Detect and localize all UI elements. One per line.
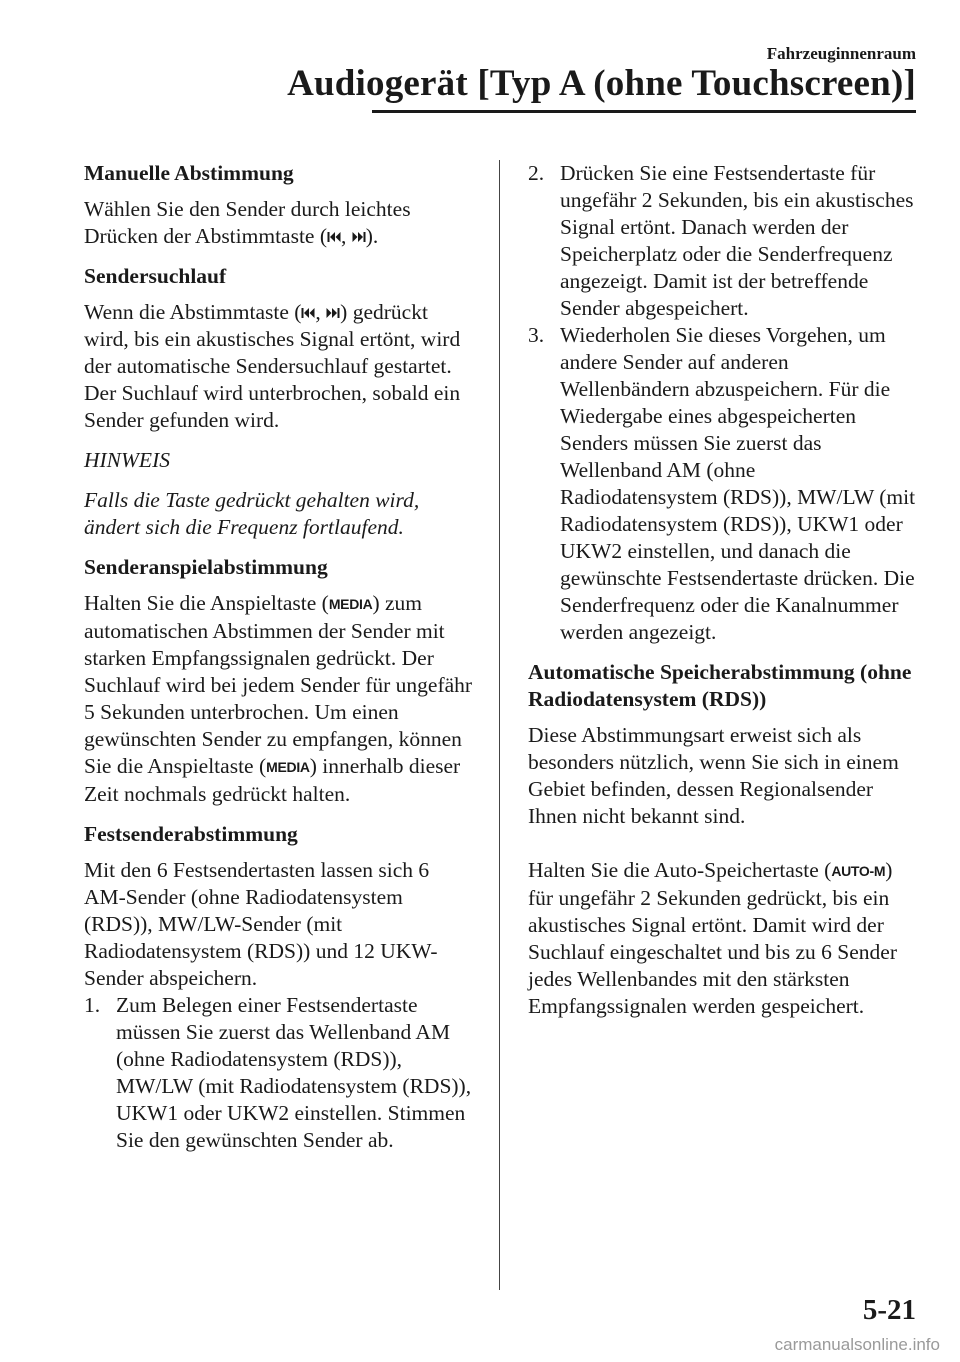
manual-tuning-text: Wählen Sie den Sender durch leichtes Drücken der Abstimmtaste ( , ). [84, 197, 411, 248]
media-button-icon: MEDIA [266, 759, 310, 775]
page-title: Audiogerät [Typ A (ohne Touchscreen)] [287, 63, 916, 104]
right-column [528, 160, 918, 1033]
header-rule [372, 110, 916, 113]
manual-tuning-heading: Manuelle Abstimmung [84, 161, 294, 185]
spacer [528, 843, 918, 857]
auto-memory-heading: Automatische Speicherabstimmung (ohne Radiodatensystem (RDS)) [528, 660, 912, 711]
preset-tuning-text: Mit den 6 Festsendertasten lassen sich 6 AM-Sender (ohne Radiodatensystem (RDS)), MW/LW-Sender (mit Radiodatensystem (RDS)) und 12 UKW-Sender abspeichern. [84, 858, 438, 990]
auto-memory-text: Diese Abstimmungsart erweist sich als besonders nützlich, wenn Sie sich in einem Gebiet befinden, dessen Regionalsender Ihnen nicht bekannt sind. [528, 723, 899, 828]
preset-tuning-heading: Festsenderabstimmung [84, 822, 298, 846]
seek-back-icon [301, 306, 315, 320]
auto-memory-instructions: Halten Sie die Auto-Speichertaste (AUTO-M) für ungefähr 2 Sekunden gedrückt, bis ein akustisches Signal ertönt. Damit wird der Suchlauf eingeschaltet und bis zu 6 Sender jedes Wellenbandes mit den stärksten Empfangssignalen werden gespeichert. [528, 858, 897, 1018]
seek-text: Wenn die Abstimmtaste ( , ) gedrückt wird, bis ein akustisches Signal ertönt, wird der automatische Sendersuchlauf gestartet. Der Suchlauf wird unterbrochen, sobald ein Sender gefunden wird. [84, 300, 461, 432]
step-text: Wiederholen Sie dieses Vorgehen, um andere Sender auf anderen Wellenbändern abzuspeichern. Für die Wiedergabe eines abgespeicherten Senders müssen Sie zuerst das Wellenband AM (ohne Radiodatensystem (RDS)), MW/LW (mit Radiodatensystem (RDS)), UKW1 oder UKW2 einstellen, und danach die gewünschte Festsendertaste drücken. Die Senderfrequenz oder die Kanalnummer werden angezeigt. [560, 323, 916, 644]
page-number: 5-21 [862, 1294, 916, 1326]
note-text: Falls die Taste gedrückt gehalten wird, ändert sich die Frequenz fortlaufend. [84, 488, 420, 539]
seek-forward-icon [326, 306, 340, 320]
column-divider [499, 160, 500, 1290]
step-text: Zum Belegen einer Festsendertaste müssen Sie zuerst das Wellenband AM (ohne Radiodatensystem (RDS)), MW/LW (mit Radiodatensystem (RDS)), UKW1 oder UKW2 einstellen. Stimmen Sie den gewünschten Sender ab. [116, 993, 472, 1152]
step-number: 2. [528, 161, 545, 185]
preset-steps-list [84, 992, 474, 1154]
seek-back-icon [327, 230, 341, 244]
seek-forward-icon [352, 230, 366, 244]
auto-m-button-icon: AUTO-M [831, 863, 886, 879]
list-item [528, 322, 918, 646]
scan-tuning-heading: Senderanspielabstimmung [84, 555, 328, 579]
list-item [84, 992, 474, 1154]
media-button-icon: MEDIA [328, 596, 373, 612]
seek-heading: Sendersuchlauf [84, 264, 227, 288]
header-section: Fahrzeuginnenraum [766, 44, 916, 63]
note-title: HINWEIS [84, 448, 170, 472]
left-column [84, 160, 474, 1167]
preset-steps-list-continued [528, 160, 918, 646]
step-text: Drücken Sie eine Festsendertaste für ungefähr 2 Sekunden, bis ein akustisches Signal ertönt. Danach werden der Speicherplatz oder die Senderfrequenz angezeigt. Damit ist der betreffende Sender abgespeichert. [560, 161, 914, 320]
list-item [528, 160, 918, 322]
step-number: 3. [528, 323, 545, 347]
footer-watermark: carmanualsonline.info [774, 1335, 940, 1354]
step-number: 1. [84, 993, 101, 1017]
scan-tuning-text: Halten Sie die Anspieltaste (MEDIA) zum automatischen Abstimmen der Sender mit starken Empfangssignalen gedrückt. Der Suchlauf wird bei jedem Sender für ungefähr 5 Sekunden unterbrochen. Um einen gewünschten Sender zu empfangen, können Sie die Anspieltaste (MEDIA) innerhalb dieser Zeit nochmals gedrückt halten. [84, 591, 473, 806]
